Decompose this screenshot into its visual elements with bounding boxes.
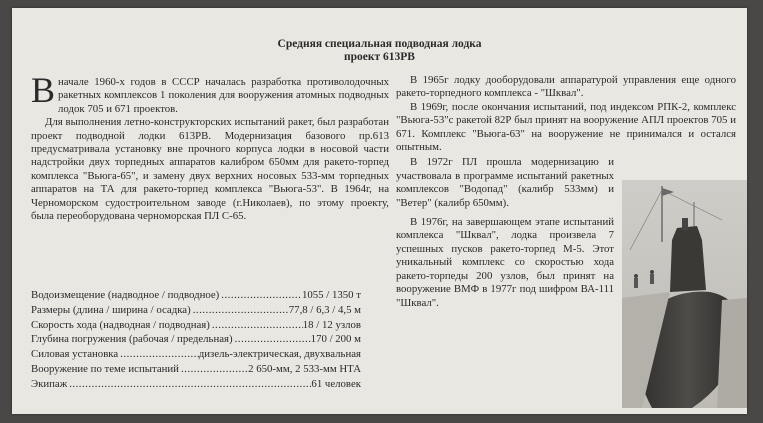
spec-row: Водоизмещение (надводное / подводное) ..... 1055 / 1350 т — [31, 288, 361, 303]
left-column — [31, 70, 389, 223]
paragraph-1972: В 1972г ПЛ прошла модернизацию и участвовала в программе испытаний ракетных комплексов "Водопад" (калибр 533мм) и "Ветер" (калибр 650мм). — [396, 156, 614, 209]
page-title — [12, 38, 747, 64]
drop-cap: В — [31, 70, 56, 110]
project-paragraph: Для выполнения летно-конструкторских испытаний ракет, был разработан проект подводной лодки 613РВ. Модернизация базового пр.613 предусматривала установку вне прочного корпуса лодки в носовой части надстройки двух торпедных аппаратов калибром 650мм для ракето-торпед комплекса "Вьюга-65", и замену двух верхних носовых 533-мм торпедных аппаратов на ТА для ракето-торпед комплекса "Вьюга-53". В 1964г, на Черноморском судостроительном заводе (г.Николаев), по этому проекту, была переоборудована черноморская ПЛ С-65. — [31, 116, 389, 223]
spec-row: Экипаж ..... 61 человек — [31, 377, 361, 392]
title-line-1: Средняя специальная подводная лодка — [277, 38, 482, 50]
intro-text: начале 1960-х годов в СССР началась разработка противолодочных ракетных комплексов 1 поколения для вооружения атомных подводных лодок 705 и 671 проектов. — [58, 76, 389, 115]
spec-row: Глубина погружения (рабочая / предельная) ..... 170 / 200 м — [31, 332, 361, 347]
paragraph-1969: В 1969г, после окончания испытаний, под индексом РПК-2, комплекс "Вьюга-53"с ракетой 82Р был принят на вооружение АПЛ проектов 705 и 671. Комплекс "Вьюга-63" на вооружение не принимался и остался опытным. — [396, 100, 736, 154]
title-line-2: проект 613РВ — [344, 51, 415, 63]
submarine-photo — [622, 180, 747, 408]
spec-row: Размеры (длина / ширина / осадка) ..... 77,8 / 6,3 / 4,5 м — [31, 303, 361, 318]
spec-row: Силовая установка ..... дизель-электрическая, двухвальная — [31, 347, 361, 362]
spec-row: Вооружение по теме испытаний ..... 2 650-мм, 2 533-мм НТА — [31, 362, 361, 377]
intro-paragraph — [31, 70, 389, 116]
spec-row: Скорость хода (надводная / подводная) ..... 18 / 12 узлов — [31, 318, 361, 333]
paragraph-1965: В 1965г лодку дооборудовали аппаратурой управления еще одного ракето-торпедного комплекса - "Шквал". — [396, 74, 736, 100]
paragraph-1976: В 1976г, на завершающем этапе испытаний комплекса "Шквал", лодка произвела 7 успешных пусков ракето-торпед М-5. Этот уникальный комплекс со скоростью хода ракето-торпеды 200 узлов, был принят на вооружение ВМФ в 1977г под шифром ВА-111 "Шквал". — [396, 216, 614, 309]
specifications-list — [31, 288, 361, 392]
info-card — [12, 8, 747, 414]
